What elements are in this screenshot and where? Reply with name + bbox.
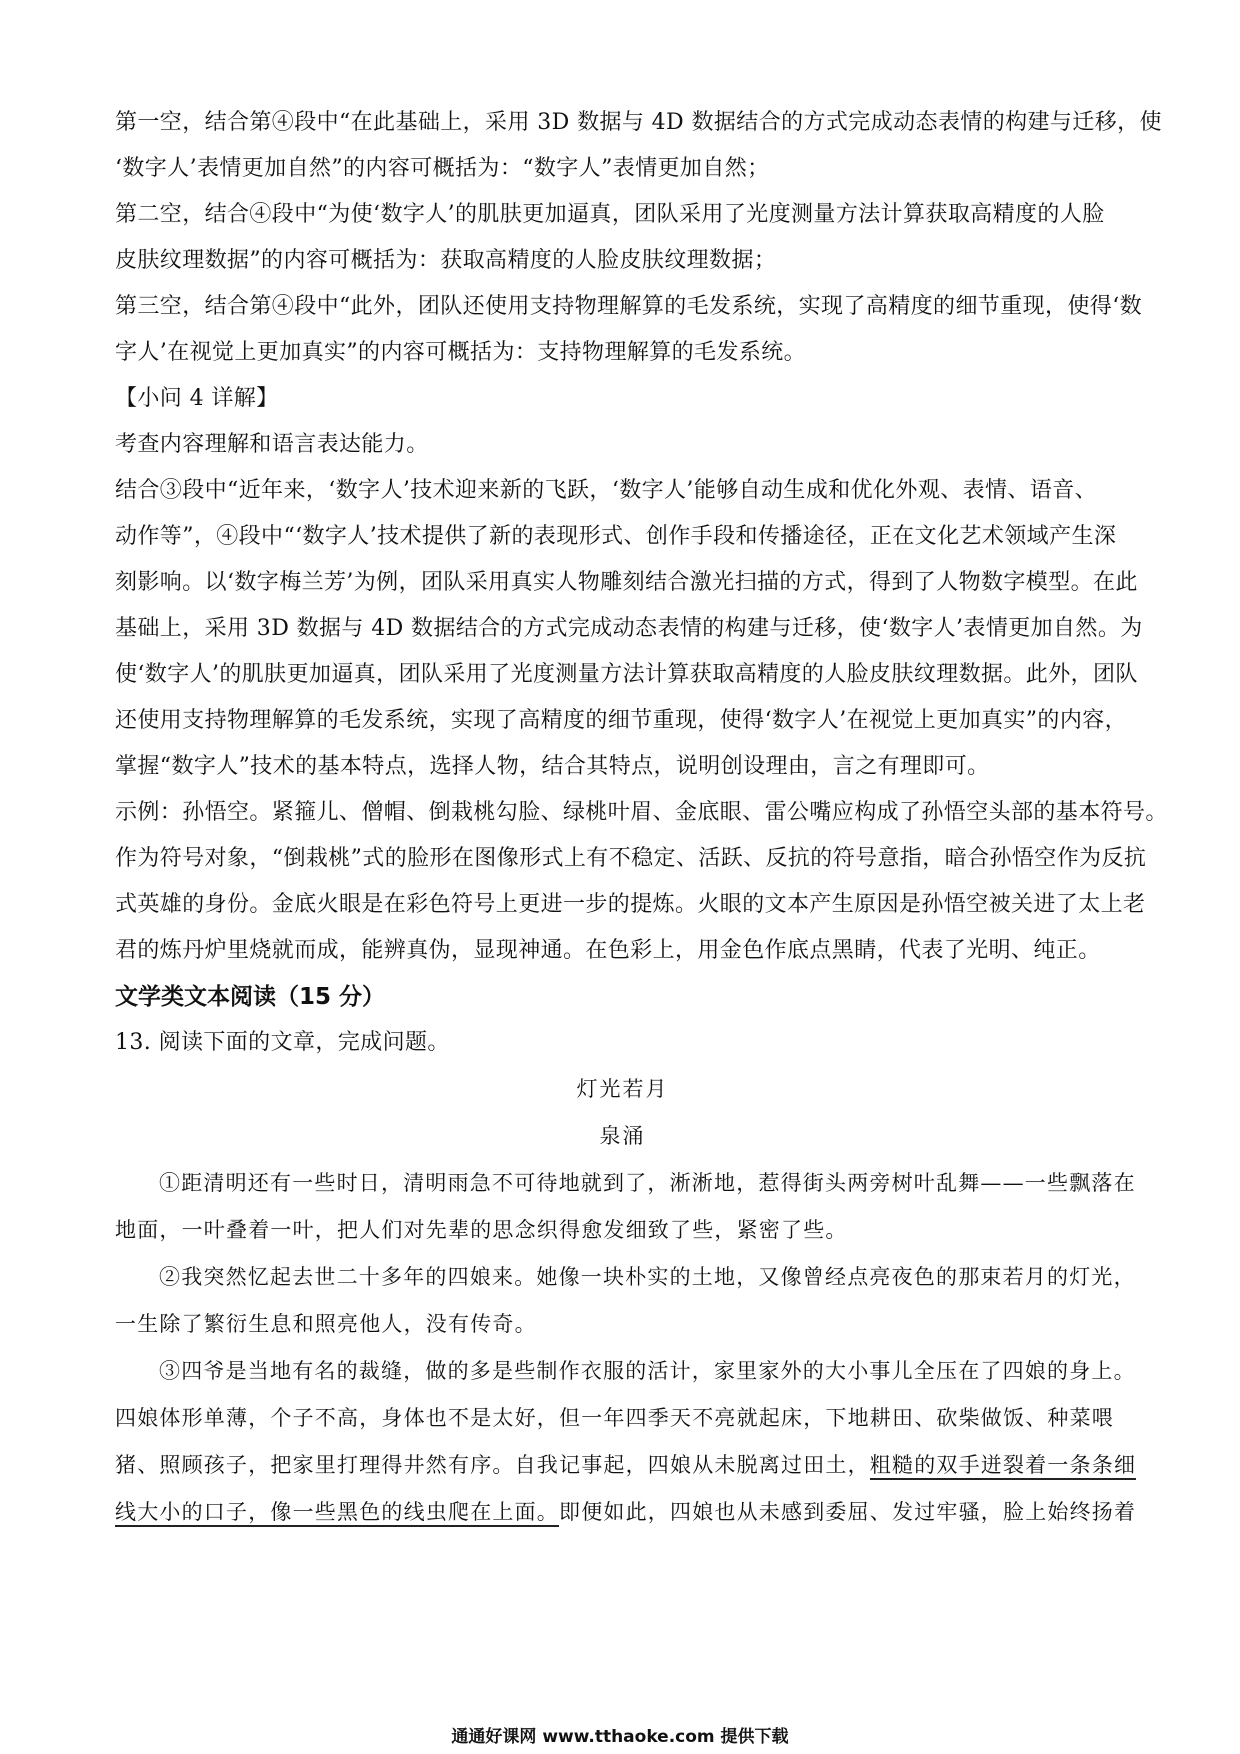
text-line: 结合③段中“近年来，‘数字人’技术迎来新的飞跃，‘数字人’能够自动生成和优化外观、表情、语音、 xyxy=(115,478,1098,503)
story-line xyxy=(115,1442,1137,1489)
text-line: 考查内容理解和语言表达能力。 xyxy=(115,432,429,457)
text-line: 基础上，采用 3D 数据与 4D 数据结合的方式完成动态表情的构建与迁移，使‘数字人’表情更加自然。为 xyxy=(115,616,1143,641)
answer-explanation xyxy=(115,100,1168,974)
text-line: 动作等”，④段中“‘数字人’技术提供了新的表现形式、创作手段和传播途径，正在文化艺术领域产生深 xyxy=(115,524,1117,549)
underlined-sentence: 粗糙的双手迸裂着一条条细 xyxy=(870,1453,1136,1480)
story-line: 地面，一叶叠着一叶，把人们对先辈的思念织得愈发细致了些，紧密了些。 xyxy=(115,1218,848,1242)
text-line: 式英雄的身份。金底火眼是在彩色符号上更进一步的提炼。火眼的文本产生原因是孙悟空被关进了太上老 xyxy=(115,892,1146,917)
section-title: 文学类文本阅读（15 分） xyxy=(115,984,386,1010)
story-line xyxy=(115,1489,1137,1536)
story-line: ②我突然忆起去世二十多年的四娘来。她像一块朴实的土地，又像曾经点亮夜色的那束若月的灯光， xyxy=(159,1265,1136,1289)
page-footer: 通通好课网 www.tthaoke.com 提供下载 xyxy=(451,1727,789,1747)
story-line: ③四爷是当地有名的裁缝，做的多是些制作衣服的活计，家里家外的大小事儿全压在了四娘的身上。 xyxy=(159,1359,1136,1383)
text-line: ‘数字人’表情更加自然”的内容可概括为：“数字人”表情更加自然； xyxy=(115,156,770,181)
text-line: 字人’在视觉上更加真实”的内容可概括为：支持物理解算的毛发系统。 xyxy=(115,340,807,365)
story-author: 泉涌 xyxy=(599,1124,646,1148)
text-line: 还使用支持物理解算的毛发系统，实现了高精度的细节重现，使得‘数字人’在视觉上更加真实”的内容， xyxy=(115,708,1128,733)
story-line: 一生除了繁衍生息和照亮他人，没有传奇。 xyxy=(115,1312,537,1336)
text-line: 刻影响。以‘数字梅兰芳’为例，团队采用真实人物雕刻结合激光扫描的方式，得到了人物数字模型。在此 xyxy=(115,570,1138,595)
story-line: 四娘体形单薄，个子不高，身体也不是太好，但一年四季天不亮就起床，下地耕田、砍柴做饭、种菜喂 xyxy=(115,1406,1114,1430)
text-line: 掌握“数字人”技术的基本特点，选择人物，结合其特点，说明创设理由，言之有理即可。 xyxy=(115,754,990,779)
text-line: 第一空，结合第④段中“在此基础上，采用 3D 数据与 4D 数据结合的方式完成动态表情的构建与迁移，使 xyxy=(115,110,1162,135)
question-prompt: 13. 阅读下面的文章，完成问题。 xyxy=(115,1030,450,1055)
text-line: 示例：孙悟空。紧箍儿、僧帽、倒栽桃勾脸、绿桃叶眉、金底眼、雷公嘴应构成了孙悟空头部的基本符号。 xyxy=(115,800,1168,825)
text-line: 使‘数字人’的肌肤更加逼真，团队采用了光度测量方法计算获取高精度的人脸皮肤纹理数据。此外，团队 xyxy=(115,662,1138,687)
story-line: ①距清明还有一些时日，清明雨急不可待地就到了，淅淅地，惹得街头两旁树叶乱舞——一些飘落在 xyxy=(159,1171,1136,1195)
story-text: 猪、照顾孩子，把家里打理得井然有序。自我记事起，四娘从未脱离过田土， xyxy=(115,1453,870,1477)
text-line: 君的炼丹炉里烧就而成，能辨真伪，显现神通。在色彩上，用金色作底点黑睛，代表了光明、纯正。 xyxy=(115,938,1101,963)
text-line: 皮肤纹理数据”的内容可概括为：获取高精度的人脸皮肤纹理数据； xyxy=(115,248,777,273)
text-line: 作为符号对象，“倒栽桃”式的脸形在图像形式上有不稳定、活跃、反抗的符号意指，暗合孙悟空作为反抗 xyxy=(115,846,1147,871)
underlined-sentence: 线大小的口子，像一些黑色的线虫爬在上面。 xyxy=(115,1500,559,1527)
subquestion-heading: 【小问 4 详解】 xyxy=(115,386,279,411)
text-line: 第二空，结合④段中“为使‘数字人’的肌肤更加逼真，团队采用了光度测量方法计算获取高精度的人脸 xyxy=(115,202,1105,227)
story-text: 即便如此，四娘也从未感到委屈、发过牢骚，脸上始终扬着 xyxy=(559,1500,1137,1524)
story-body xyxy=(115,1160,1137,1536)
document-page xyxy=(115,100,1168,1536)
story-title: 灯光若月 xyxy=(576,1077,669,1101)
text-line: 第三空，结合第④段中“此外，团队还使用支持物理解算的毛发系统，实现了高精度的细节重现，使得‘数 xyxy=(115,294,1143,319)
